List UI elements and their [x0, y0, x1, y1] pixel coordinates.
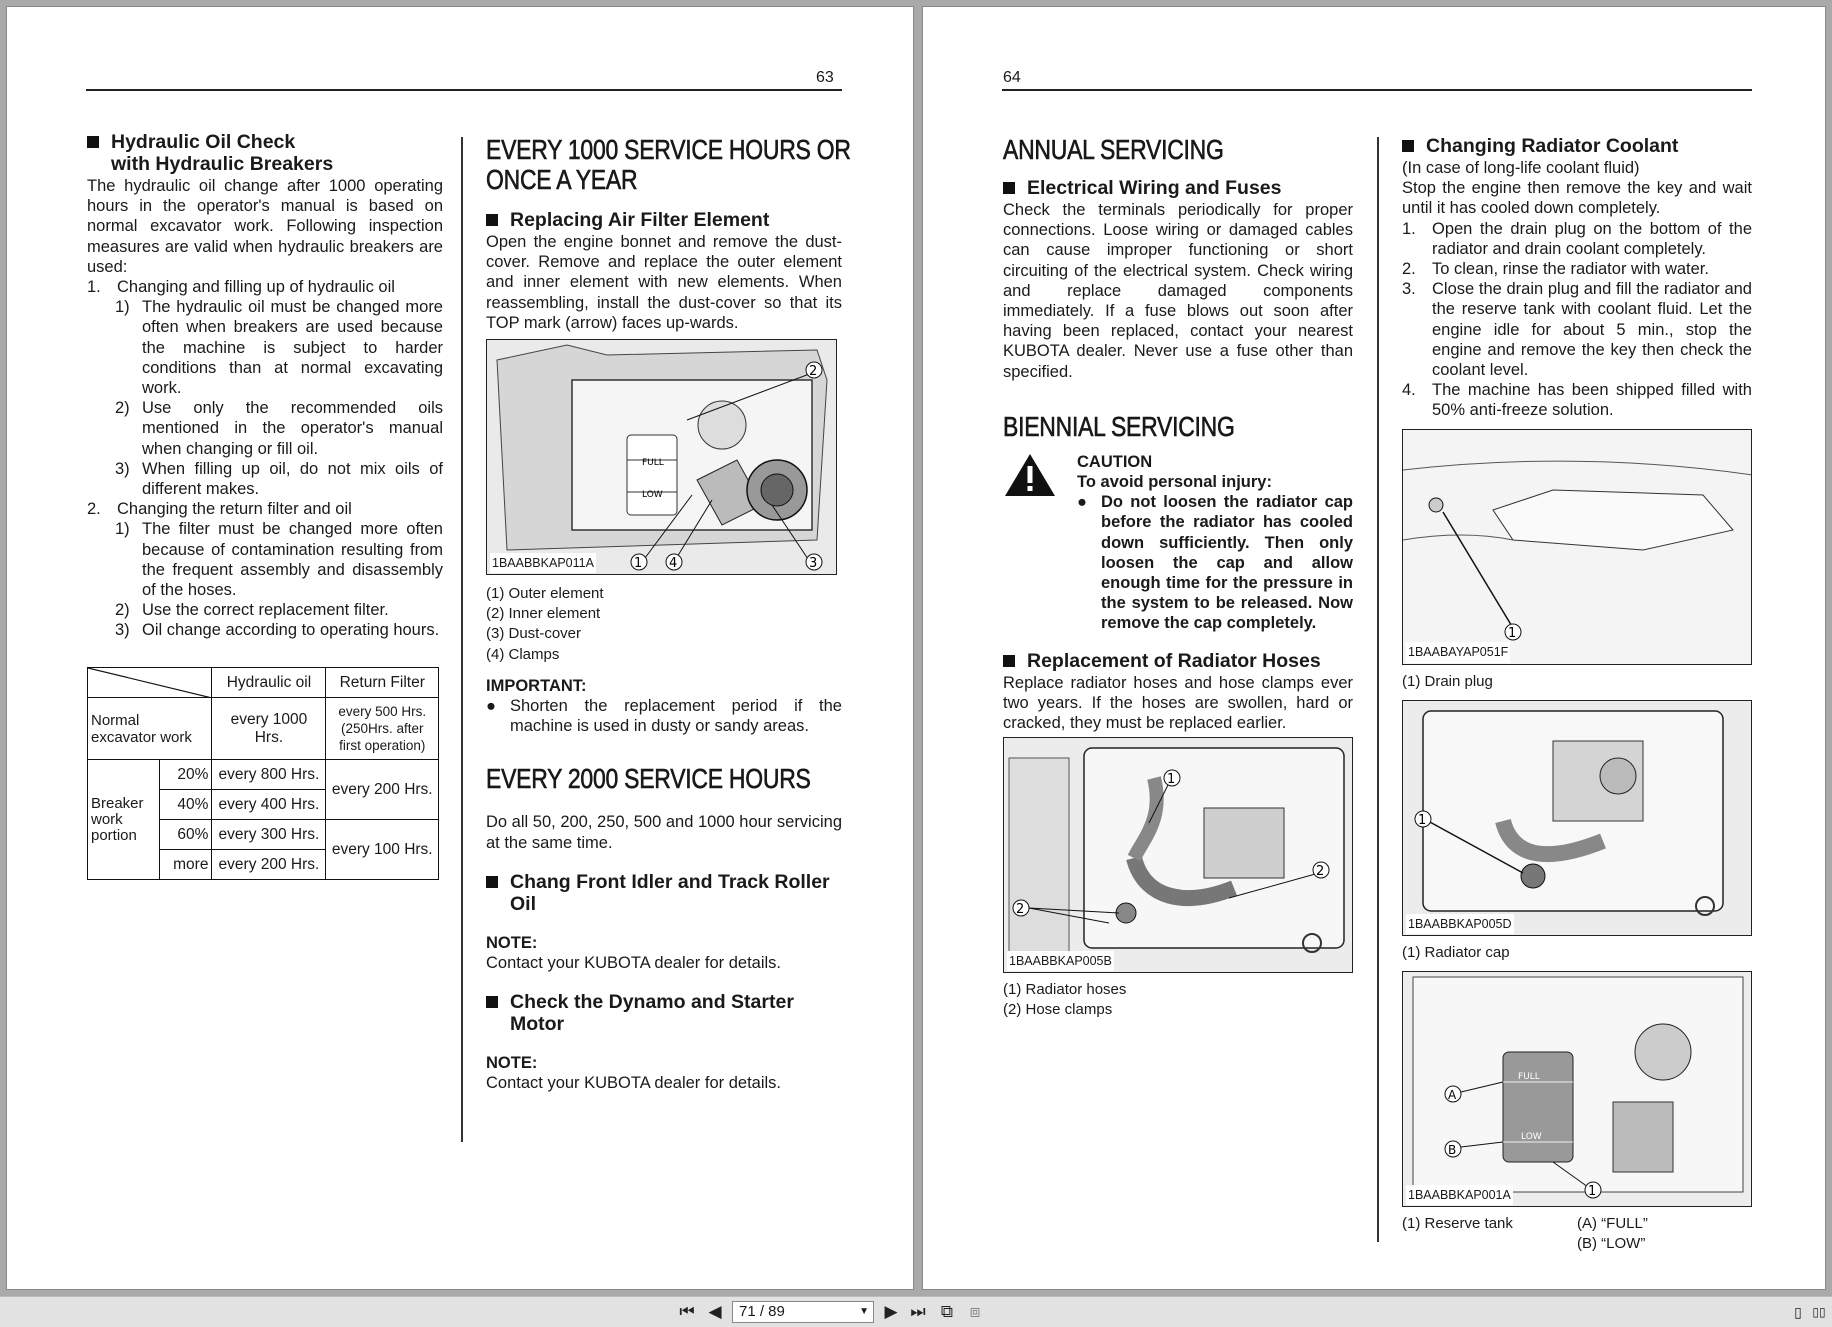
svg-text:3: 3 — [809, 556, 818, 572]
table-corner-cell — [88, 668, 212, 698]
list-text: Changing the return filter and oil — [117, 500, 352, 519]
table-cell: 20% — [160, 760, 212, 790]
list-item: 1. Open the drain plug on the bottom of the radiator and drain coolant completely. — [1402, 219, 1752, 258]
square-bullet-icon — [1402, 140, 1414, 152]
svg-text:2: 2 — [1016, 902, 1025, 918]
column-divider — [1377, 137, 1379, 1242]
section-heading — [87, 131, 443, 175]
body-text: Do all 50, 200, 250, 500 and 1000 hour servicing at the same time. — [486, 813, 842, 852]
sub-text: The hydraulic oil must be changed more often when breakers are used because the machine is subject to harder conditions than at normal excavating work. — [142, 298, 443, 398]
figure-caption: (1) Radiator cap — [1402, 943, 1510, 961]
list-item — [87, 499, 443, 519]
table-cell: Normal excavator work — [88, 698, 212, 760]
diagonal-line-icon — [88, 668, 212, 698]
square-bullet-icon — [486, 996, 498, 1008]
page-number: 64 — [1003, 69, 1021, 86]
caption-line: (1) Radiator hoses — [1003, 981, 1127, 999]
coolant-section — [1402, 135, 1752, 1254]
figure-caption: (1) Reserve tank (A) “FULL” (B) “LOW” — [1402, 1215, 1648, 1253]
sub-number: 3) — [115, 459, 130, 478]
last-page-button[interactable]: ⏭ — [910, 1302, 926, 1321]
subsection-heading: Changing Radiator Coolant — [1402, 135, 1752, 157]
table-cell: Breaker work portion — [88, 760, 160, 880]
caution-bullet: ● Do not loosen the radiator cap before the radiator has cooled down sufficiently. Then only loosen the cap and allow enough time for the pressure in the system to be released. Now remove the cap completely. — [1077, 493, 1353, 633]
svg-text:1: 1 — [1418, 812, 1427, 828]
left-column — [1003, 135, 1353, 1021]
svg-text:FULL: FULL — [642, 458, 664, 469]
sub-text: The filter must be changed more often because of contamination resulting from the frequent assembly and disassembly of the hoses. — [142, 520, 443, 600]
header-rule — [86, 89, 842, 91]
body-text: Open the engine bonnet and remove the dust-cover. Remove and replace the outer element and inner element with new elements. When reassembling, install the dust-cover so that its TOP mark (arrow) faces up-wards. — [486, 233, 842, 332]
reserve-tank-illustration — [1403, 972, 1752, 1207]
fit-page-button[interactable]: ⧉ — [940, 1302, 954, 1321]
svg-text:LOW: LOW — [642, 490, 663, 501]
sub-item — [115, 297, 443, 398]
sub-item — [115, 620, 443, 640]
radiator-hoses-illustration — [1004, 738, 1353, 973]
svg-text:1: 1 — [1508, 625, 1517, 641]
caption-line: (4) Clamps — [486, 645, 560, 663]
note-label: NOTE: — [486, 933, 538, 952]
section-title: ANNUAL SERVICING — [1003, 134, 1224, 165]
sub-item — [115, 600, 443, 620]
air-filter-illustration — [487, 340, 837, 575]
figure-caption — [1003, 980, 1353, 1020]
caption-line: (2) Hose clamps — [1003, 1001, 1113, 1019]
chevron-down-icon: ▼ — [859, 1306, 869, 1317]
service-interval-table — [87, 667, 439, 880]
svg-text:2: 2 — [809, 364, 818, 380]
subsection-heading: Check the Dynamo and Starter Motor — [486, 991, 842, 1035]
section-title: EVERY 1000 SERVICE HOURS OR ONCE A YEAR — [486, 134, 851, 195]
caption-line: (2) Inner element — [486, 605, 601, 623]
sub-item — [115, 459, 443, 499]
drain-plug-illustration — [1403, 430, 1752, 665]
air-filter-figure — [486, 339, 837, 575]
bullet-dot-icon: ● — [1077, 493, 1087, 512]
list-number: 1. — [87, 278, 101, 297]
sub-text: Use the correct replacement filter. — [142, 601, 389, 620]
svg-text:B: B — [1448, 1143, 1457, 1158]
list-item: 4. The machine has been shipped filled with 50% anti-freeze solution. — [1402, 381, 1752, 420]
bullet-dot-icon: ● — [486, 697, 496, 716]
page-number: 63 — [816, 69, 834, 86]
first-page-button[interactable]: ⏮ — [679, 1302, 695, 1321]
note-label: NOTE: — [486, 1054, 538, 1073]
every-1000-section — [486, 134, 851, 1094]
subsection-heading: Chang Front Idler and Track Roller Oil — [486, 871, 842, 915]
table-cell: more — [160, 850, 212, 880]
list-item — [87, 277, 443, 297]
caution-subtitle: To avoid personal injury: — [1077, 473, 1272, 492]
svg-text:1: 1 — [634, 556, 643, 572]
single-page-view-button[interactable]: ▯ — [1794, 1303, 1802, 1320]
fit-width-button[interactable]: ⧈ — [969, 1302, 981, 1321]
figure-caption — [486, 584, 842, 665]
intro-paragraph: The hydraulic oil change after 1000 operating hours in the operator's manual is based on normal excavator work. Following inspection measures are valid when hydraulic breakers are used: — [87, 177, 443, 276]
section-title: BIENNIAL SERVICING — [1003, 410, 1235, 442]
table-cell: every 200 Hrs. — [326, 760, 439, 820]
sub-number: 2) — [115, 399, 130, 418]
hydraulic-section — [87, 131, 443, 641]
square-bullet-icon — [87, 136, 99, 148]
subsection-heading: Replacement of Radiator Hoses — [1003, 650, 1353, 672]
sub-text: Oil change according to operating hours. — [142, 621, 440, 640]
next-page-button[interactable]: ▶ — [884, 1302, 898, 1321]
warning-triangle-icon — [1003, 452, 1057, 498]
caption-line: (1) Outer element — [486, 585, 604, 603]
heading-line1: Hydraulic Oil Check — [111, 131, 296, 153]
svg-text:FULL: FULL — [1518, 1072, 1540, 1083]
radiator-cap-illustration — [1403, 701, 1752, 936]
radiator-hoses-figure — [1003, 737, 1353, 973]
page-number-select[interactable]: 71 / 89 ▼ — [732, 1301, 874, 1323]
sub-number: 1) — [115, 298, 130, 317]
subsection-heading: Replacing Air Filter Element — [486, 209, 842, 231]
drain-plug-figure — [1402, 429, 1752, 665]
table-header: Hydraulic oil — [212, 668, 326, 698]
table-cell: every 500 Hrs. (250Hrs. after first operation) — [326, 698, 439, 760]
figure-caption: (1) Drain plug — [1402, 672, 1493, 690]
list-text: Changing and filling up of hydraulic oil — [117, 278, 395, 297]
table-cell: every 100 Hrs. — [326, 820, 439, 880]
table-cell: 40% — [160, 790, 212, 820]
important-bullet: ● Shorten the replacement period if the machine is used in dusty or sandy areas. — [486, 697, 842, 736]
figure-code: 1BAABBKAP005B — [1007, 951, 1114, 971]
reserve-tank-figure — [1402, 971, 1752, 1207]
viewer-toolbar — [0, 1296, 1832, 1327]
table-header: Return Filter — [326, 668, 439, 698]
note-text: Contact your KUBOTA dealer for details. — [486, 954, 781, 973]
square-bullet-icon — [1003, 655, 1015, 667]
body-text: Stop the engine then remove the key and wait until it has cooled down completely. — [1402, 179, 1752, 218]
sub-text: When filling up oil, do not mix oils of different makes. — [142, 459, 443, 499]
sub-item — [115, 519, 443, 600]
svg-text:1: 1 — [1167, 772, 1176, 788]
list-item: 2. To clean, rinse the radiator with water. — [1402, 260, 1709, 279]
sub-number: 1) — [115, 520, 130, 539]
square-bullet-icon — [1003, 182, 1015, 194]
body-text: Check the terminals periodically for proper connections. Loose wiring or damaged cables can cause improper functioning or short circuiting of the electrical system. Check wiring and replace damaged components immediately. If a fuse blows out soon after having been replaced, contact your nearest KUBOTA dealer. Never use a fuse other than specified. — [1003, 201, 1353, 381]
caution-box — [1003, 452, 1353, 634]
page-63 — [6, 6, 914, 1290]
sub-number: 3) — [115, 621, 130, 640]
sub-number: 2) — [115, 601, 130, 620]
figure-code: 1BAABBKAP005D — [1406, 914, 1514, 934]
svg-text:LOW: LOW — [1521, 1132, 1542, 1143]
list-number: 2. — [87, 500, 101, 519]
subsection-heading: Electrical Wiring and Fuses — [1003, 177, 1353, 199]
heading-line2: with Hydraulic Breakers — [111, 153, 334, 175]
header-rule — [1002, 89, 1752, 91]
previous-page-button[interactable]: ◀ — [708, 1302, 722, 1321]
table-cell: 60% — [160, 820, 212, 850]
sub-item — [115, 398, 443, 459]
column-divider — [461, 137, 463, 1142]
sub-text: Use only the recommended oils mentioned in the operator's manual when changing or fill oil. — [142, 399, 443, 458]
page-64 — [922, 6, 1826, 1290]
svg-text:A: A — [1448, 1088, 1457, 1103]
figure-code: 1BAABAYAP051F — [1406, 642, 1510, 662]
caution-label: CAUTION — [1077, 452, 1153, 471]
table-cell: every 200 Hrs. — [212, 850, 326, 880]
square-bullet-icon — [486, 876, 498, 888]
body-text: (In case of long-life coolant fluid) — [1402, 159, 1640, 177]
table-cell: every 300 Hrs. — [212, 820, 326, 850]
facing-page-view-button[interactable]: ▯▯ — [1812, 1305, 1826, 1319]
section-title: EVERY 2000 SERVICE HOURS — [486, 763, 811, 795]
note-text: Contact your KUBOTA dealer for details. — [486, 1074, 781, 1093]
svg-text:2: 2 — [1316, 864, 1325, 880]
figure-code: 1BAABBKAP001A — [1406, 1185, 1513, 1205]
radiator-cap-figure — [1402, 700, 1752, 936]
figure-code: 1BAABBKAP011A — [490, 553, 596, 573]
svg-text:4: 4 — [669, 556, 678, 572]
caption-line: (3) Dust-cover — [486, 625, 582, 643]
list-item: 3. Close the drain plug and fill the radiator and the reserve tank with coolant fluid. Let the engine idle for about 5 min., stop the engine and remove the key then check the coolant level. — [1402, 280, 1752, 380]
important-label: IMPORTANT: — [486, 676, 587, 695]
table-cell: every 1000 Hrs. — [212, 698, 326, 760]
table-cell: every 400 Hrs. — [212, 790, 326, 820]
table-cell: every 800 Hrs. — [212, 760, 326, 790]
body-text: Replace radiator hoses and hose clamps ever two years. If the hoses are swollen, hard or cracked, they must be replaced earlier. — [1003, 673, 1353, 733]
svg-text:1: 1 — [1588, 1184, 1597, 1200]
square-bullet-icon — [486, 214, 498, 226]
